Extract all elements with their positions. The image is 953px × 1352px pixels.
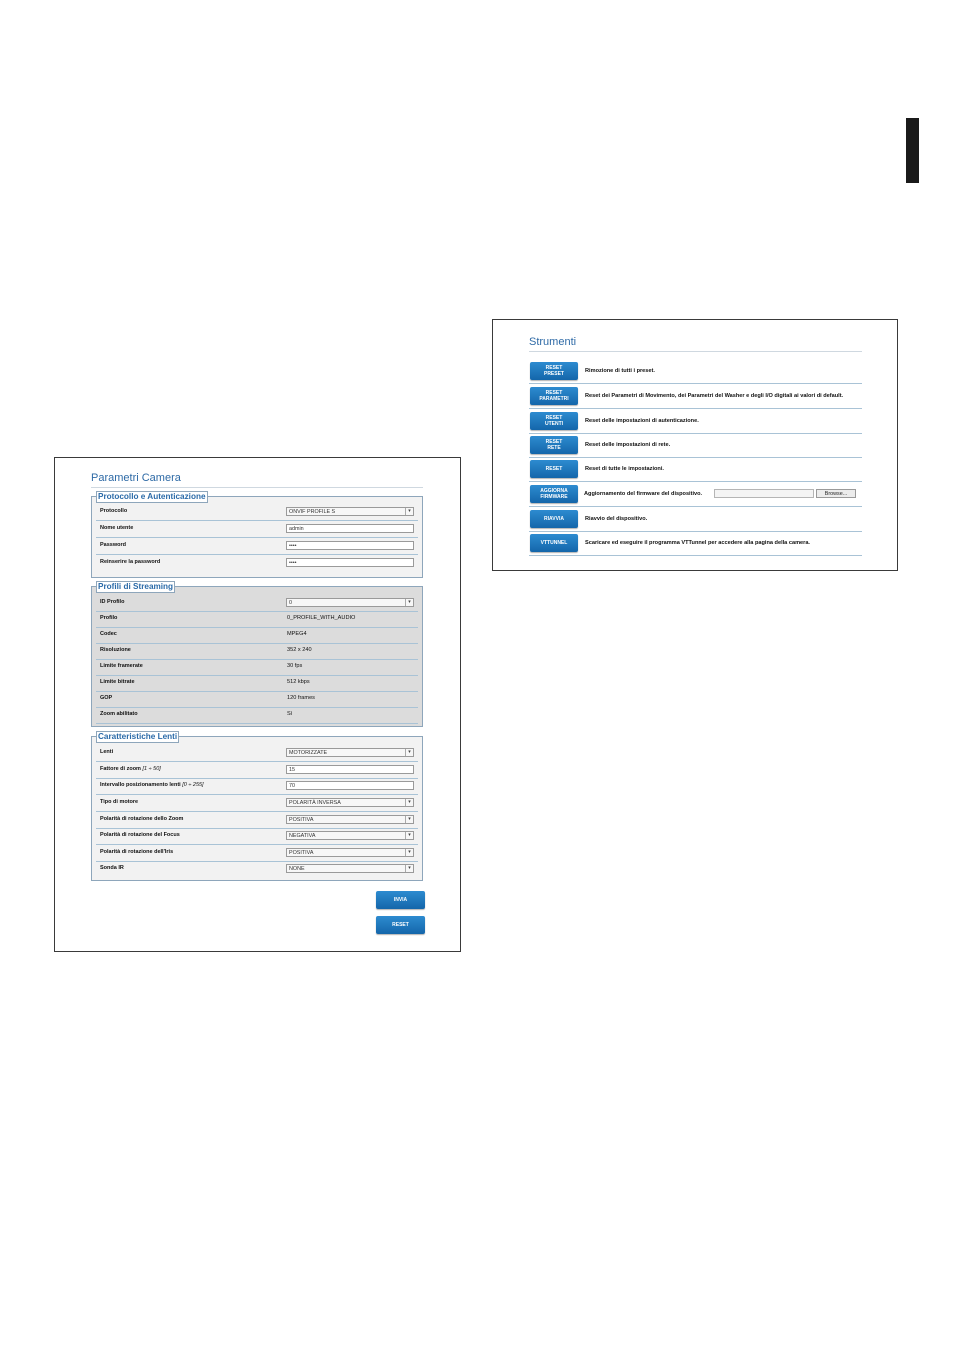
protocol-row bbox=[96, 504, 418, 521]
motor-type-select[interactable] bbox=[286, 798, 414, 807]
button-line: RESET bbox=[545, 365, 563, 371]
lens-row bbox=[96, 845, 418, 862]
ir-probe-value: NONE bbox=[289, 866, 305, 872]
browse-button[interactable]: Browse... bbox=[816, 489, 856, 498]
lens-row bbox=[96, 745, 418, 762]
username-input[interactable]: admin bbox=[286, 524, 414, 533]
tool-description: Aggiornamento del firmware del dispositivo. bbox=[584, 491, 703, 497]
lens-row bbox=[96, 812, 418, 829]
button-line: RIAVVIA bbox=[544, 516, 564, 522]
iris-polarity-label bbox=[100, 849, 173, 855]
streaming-row bbox=[96, 627, 418, 644]
reboot-button[interactable] bbox=[530, 510, 578, 528]
profile-value: 0_PROFILE_WITH_AUDIO bbox=[287, 615, 356, 621]
tool-description: Riavvio del dispositivo. bbox=[585, 516, 648, 522]
chevron-down-icon: ▾ bbox=[405, 799, 413, 806]
reset-preset-button[interactable] bbox=[530, 362, 578, 380]
camera-parameters-panel bbox=[54, 457, 461, 952]
password-label: Password bbox=[100, 542, 126, 548]
title-divider bbox=[91, 487, 423, 488]
username-label: Nome utente bbox=[100, 525, 134, 531]
button-line: RESET bbox=[545, 390, 563, 396]
lens-label-text: Polarità di rotazione dell'Iris bbox=[100, 849, 174, 855]
streaming-row bbox=[96, 691, 418, 708]
focus-polarity-select[interactable] bbox=[286, 831, 414, 840]
lens-label-text: Intervallo posizionamento lenti bbox=[100, 782, 181, 788]
button-line: UTENTI bbox=[544, 421, 564, 427]
protocol-label: Protocollo bbox=[100, 508, 128, 514]
resolution-value: 352 x 240 bbox=[287, 647, 312, 653]
lens-label-text: Polarità di rotazione dello Zoom bbox=[100, 816, 184, 822]
button-line: RESET bbox=[545, 439, 563, 445]
button-line: VTTUNNEL bbox=[540, 540, 568, 546]
lenses-legend: Caratteristiche Lenti bbox=[98, 732, 178, 741]
lens-label-text: Fattore di zoom bbox=[100, 766, 141, 772]
zoom-factor-label bbox=[100, 766, 161, 772]
send-button[interactable]: INVIA bbox=[376, 891, 425, 909]
lens-label-text: Polarità di rotazione del Focus bbox=[100, 832, 180, 838]
focus-polarity-label bbox=[100, 832, 180, 838]
tool-row bbox=[529, 507, 862, 532]
codec-label: Codec bbox=[100, 631, 117, 637]
auth-group bbox=[91, 492, 423, 578]
lens-label-text: Tipo di motore bbox=[100, 799, 139, 805]
codec-value: MPEG4 bbox=[287, 631, 307, 637]
chevron-down-icon: ▾ bbox=[405, 816, 413, 823]
profile-label: Profilo bbox=[100, 615, 118, 621]
profile-id-label: ID Profilo bbox=[100, 599, 125, 605]
tool-row bbox=[529, 531, 862, 556]
repassword-label: Reinserire la password bbox=[100, 559, 161, 565]
zoom-polarity-select[interactable] bbox=[286, 815, 414, 824]
reset-all-button[interactable] bbox=[530, 460, 578, 478]
page-side-tab bbox=[906, 118, 919, 183]
password-input[interactable]: •••• bbox=[286, 541, 414, 550]
streaming-row bbox=[96, 707, 418, 724]
streaming-row bbox=[96, 643, 418, 660]
button-line: RESET bbox=[545, 415, 563, 421]
lens-row bbox=[96, 795, 418, 812]
streaming-row bbox=[96, 659, 418, 676]
chevron-down-icon: ▾ bbox=[405, 508, 413, 515]
profile-id-value: 0 bbox=[289, 600, 292, 606]
ir-probe-label bbox=[100, 865, 124, 871]
chevron-down-icon: ▾ bbox=[405, 865, 413, 872]
repassword-input[interactable]: •••• bbox=[286, 558, 414, 567]
lens-row bbox=[96, 778, 418, 795]
lens-interval-label bbox=[100, 782, 204, 788]
auth-legend: Protocollo e Autenticazione bbox=[98, 492, 206, 501]
framerate-label: Limite framerate bbox=[100, 663, 143, 669]
zoom-factor-input[interactable]: 15 bbox=[286, 765, 414, 774]
protocol-select-value: ONVIF PROFILE S bbox=[289, 509, 336, 515]
reset-users-button[interactable] bbox=[530, 412, 578, 430]
zoom-factor-range: [1 ÷ 50] bbox=[142, 766, 161, 772]
firmware-file-input[interactable] bbox=[714, 489, 814, 498]
button-line: AGGIORNA bbox=[540, 488, 568, 494]
reset-network-button[interactable] bbox=[530, 436, 578, 454]
button-line: RESET bbox=[545, 466, 563, 472]
streaming-group bbox=[91, 582, 423, 727]
vttunnel-button[interactable] bbox=[530, 534, 578, 552]
tool-description: Scaricare ed eseguire il programma VTTunnel per accedere alla pagina della camera. bbox=[585, 540, 810, 546]
motor-type-value: POLARITÀ INVERSA bbox=[289, 800, 341, 806]
chevron-down-icon: ▾ bbox=[405, 599, 413, 606]
lens-type-select[interactable] bbox=[286, 748, 414, 757]
lens-row bbox=[96, 861, 418, 877]
lens-type-label bbox=[100, 749, 113, 755]
tool-row bbox=[529, 433, 862, 458]
iris-polarity-value: POSITIVA bbox=[289, 850, 314, 856]
tool-description: Reset di tutte le impostazioni. bbox=[585, 466, 664, 472]
zoom-enabled-label: Zoom abilitato bbox=[100, 711, 138, 717]
tools-panel-title: Strumenti bbox=[529, 336, 577, 348]
tool-description: Reset delle impostazioni di autenticazione. bbox=[585, 418, 699, 424]
chevron-down-icon: ▾ bbox=[405, 849, 413, 856]
bitrate-label: Limite bitrate bbox=[100, 679, 135, 685]
button-line: PRESET bbox=[543, 371, 564, 377]
title-divider bbox=[529, 351, 862, 352]
reset-button[interactable]: RESET bbox=[376, 916, 425, 934]
ir-probe-select[interactable] bbox=[286, 864, 414, 873]
lens-row bbox=[96, 762, 418, 779]
button-line: RETE bbox=[547, 445, 561, 451]
motor-type-label bbox=[100, 799, 138, 805]
streaming-row bbox=[96, 595, 418, 612]
streaming-row bbox=[96, 611, 418, 628]
tool-row bbox=[529, 482, 862, 507]
repassword-row bbox=[96, 555, 418, 571]
resolution-label: Risoluzione bbox=[100, 647, 131, 653]
focus-polarity-value: NEGATIVA bbox=[289, 833, 316, 839]
lens-label-text: Lenti bbox=[100, 749, 114, 755]
gop-value: 120 frames bbox=[287, 695, 315, 701]
tool-description: Rimozione di tutti i preset. bbox=[585, 368, 655, 374]
iris-polarity-select[interactable] bbox=[286, 848, 414, 857]
framerate-value: 30 fps bbox=[287, 663, 303, 669]
reset-parameters-button[interactable] bbox=[530, 387, 578, 405]
streaming-row bbox=[96, 675, 418, 692]
tool-row bbox=[529, 409, 862, 434]
chevron-down-icon: ▾ bbox=[405, 749, 413, 756]
tool-row bbox=[529, 384, 862, 409]
password-row bbox=[96, 538, 418, 555]
bitrate-value: 512 kbps bbox=[287, 679, 310, 685]
lens-interval-range: [0 ÷ 255] bbox=[182, 782, 204, 788]
lenses-group bbox=[91, 732, 423, 881]
tools-panel bbox=[492, 319, 898, 571]
lens-interval-input[interactable]: 70 bbox=[286, 781, 414, 790]
zoom-enabled-value: Sì bbox=[287, 711, 293, 717]
tool-row bbox=[529, 359, 862, 384]
update-firmware-button[interactable] bbox=[530, 485, 578, 503]
button-line: FIRMWARE bbox=[540, 494, 568, 500]
username-row bbox=[96, 521, 418, 538]
button-line: PARAMETRI bbox=[539, 396, 569, 402]
zoom-polarity-label bbox=[100, 816, 183, 822]
lens-type-value: MOTORIZZATE bbox=[289, 750, 328, 756]
chevron-down-icon: ▾ bbox=[405, 832, 413, 839]
streaming-legend: Profili di Streaming bbox=[98, 582, 174, 591]
lens-row bbox=[96, 828, 418, 845]
zoom-polarity-value: POSITIVA bbox=[289, 817, 314, 823]
gop-label: GOP bbox=[100, 695, 113, 701]
tool-description: Reset delle impostazioni di rete. bbox=[585, 442, 671, 448]
tool-description: Reset dei Parametri di Movimento, dei Parametri del Washer e degli I/O digitali ai valori di default. bbox=[585, 393, 844, 399]
lens-label-text: Sonda IR bbox=[100, 865, 124, 871]
camera-panel-title: Parametri Camera bbox=[91, 472, 181, 484]
profile-id-select[interactable] bbox=[286, 598, 414, 607]
tool-row bbox=[529, 457, 862, 482]
protocol-select[interactable] bbox=[286, 507, 414, 516]
